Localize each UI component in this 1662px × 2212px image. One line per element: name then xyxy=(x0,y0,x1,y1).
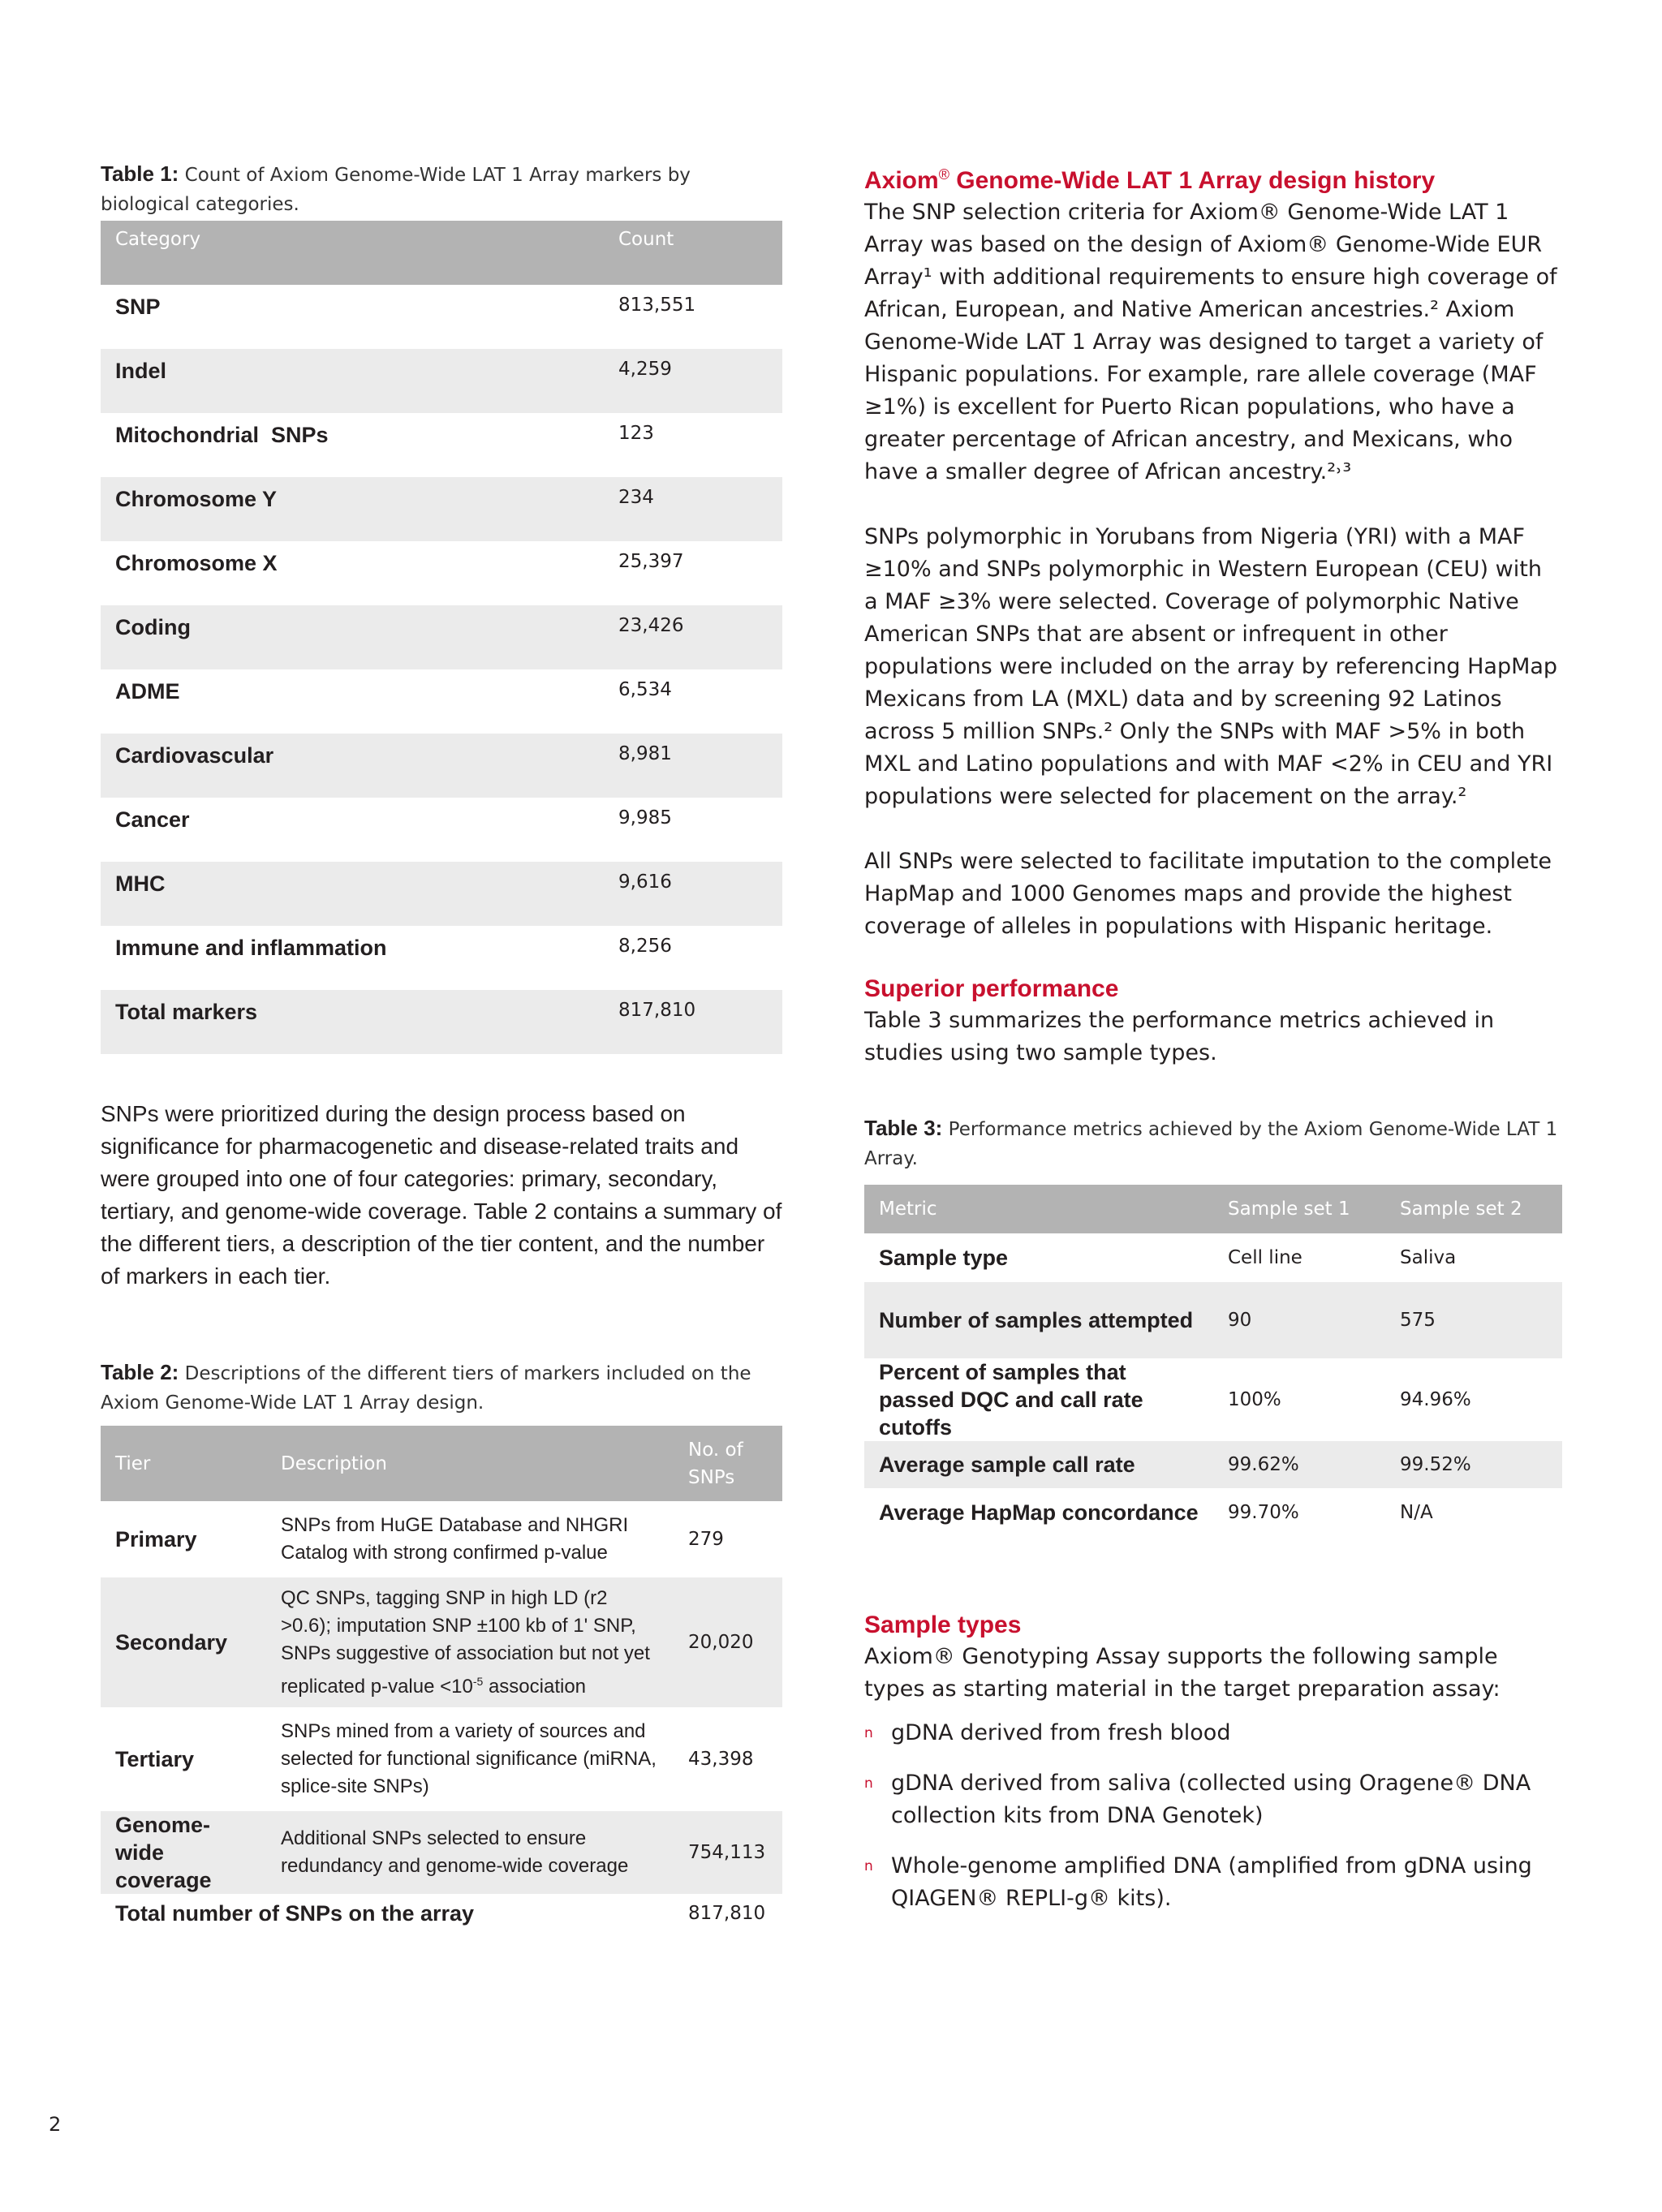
table1-count: 6,534 xyxy=(618,679,672,700)
table3-label: Table 3: xyxy=(864,1116,943,1140)
table3-set2: 99.52% xyxy=(1385,1441,1562,1488)
table2-header-description: Description xyxy=(266,1426,674,1501)
table1-category: Total markers xyxy=(101,990,604,1054)
table1-category: MHC xyxy=(101,862,604,926)
table3-metric: Number of samples attempted xyxy=(864,1282,1213,1358)
table-row xyxy=(101,1501,782,1577)
table2-total-value: 817,810 xyxy=(688,1903,766,1924)
table-row xyxy=(864,1441,1562,1488)
table1-header-category: Category xyxy=(101,221,604,285)
table3-caption xyxy=(864,1113,1562,1173)
sample-types-intro: Axiom® Genotyping Assay supports the following sample types as starting material in the target preparation assay: xyxy=(864,1644,1501,1702)
sample-types-list xyxy=(864,1717,1562,1915)
table1-count: 23,426 xyxy=(604,605,782,669)
list-item-text: gDNA derived from saliva (collected using Oragene® DNA collection kits from DNA Genotek) xyxy=(891,1771,1531,1828)
table2-secondary-desc: QC SNPs, tagging SNP in high LD (r2 >0.6); imputation SNP ±100 kb of 1' SNP, SNPs suggestive of association but not yet replicated p-value <10 xyxy=(281,1586,650,1698)
table1-count: 9,616 xyxy=(604,862,782,926)
table2-count: 279 xyxy=(688,1529,724,1550)
table2-secondary-desc-tail: association xyxy=(483,1675,587,1698)
table3-set1: 99.62% xyxy=(1213,1441,1385,1488)
list-item xyxy=(864,1850,1562,1915)
table-row xyxy=(101,541,782,605)
table1-caption-text: Count of Axiom Genome-Wide LAT 1 Array markers by biological categories. xyxy=(101,165,691,215)
design-history-p2: SNPs polymorphic in Yorubans from Nigeria (YRI) with a MAF ≥10% and SNPs polymorphic in Western European (CEU) with a MAF ≥3% were selected. Coverage of polymorphic Native American SNPs that are absent or infrequent in other populations were included on the array by referencing HapMap Mexicans from LA (MXL) data and by screening 92 Latinos across 5 million SNPs.² Only the SNPs with MAF >5% in both MXL and Latino populations and with MAF <2% in CEU and YRI populations were selected for placement on the array.² xyxy=(864,524,1558,809)
table2-header-tier: Tier xyxy=(101,1426,266,1501)
table3-metric: Percent of samples that passed DQC and call rate cutoffs xyxy=(879,1360,1143,1440)
table2-description: SNPs from HuGE Database and NHGRI Catalog with strong confirmed p-value xyxy=(281,1514,629,1564)
table1-count: 25,397 xyxy=(618,551,684,572)
snps-prioritized-paragraph: SNPs were prioritized during the design process based on significance for pharmacogenetic and disease-related traits and were grouped into one of four categories: primary, secondary, tertiary, and genome-wide coverage. Table 2 contains a summary of the different tiers, a description of the tier content, and the number of markers in each tier. xyxy=(101,1101,782,1289)
table1-category: SNP xyxy=(115,295,161,319)
design-history-p1: The SNP selection criteria for Axiom® Genome-Wide LAT 1 Array was based on the design of Axiom® Genome-Wide EUR Array¹ with additional requirements to ensure high coverage of African, European, and Native American ancestries.² Axiom Genome-Wide LAT 1 Array was designed to target a variety of Hispanic populations. For example, rare allele coverage (MAF ≥1%) is excellent for Puerto Rican populations, who have a greater percentage of African ancestry, and Mexicans, who have a smaller degree of African ancestry.²˒³ xyxy=(864,200,1557,484)
bullet-icon: n xyxy=(864,1725,873,1741)
table3-set1: 100% xyxy=(1228,1389,1281,1410)
table2-header-count: No. of SNPs xyxy=(674,1426,782,1501)
table-row xyxy=(101,798,782,862)
table2-description: Additional SNPs selected to ensure redundancy and genome-wide coverage xyxy=(266,1811,674,1894)
table2-tier: Tertiary xyxy=(115,1747,195,1771)
table2 xyxy=(101,1426,782,1933)
bullet-icon: n xyxy=(864,1775,873,1792)
table3-header xyxy=(864,1185,1562,1233)
table1-category: Chromosome X xyxy=(115,551,278,575)
table3-set2: 575 xyxy=(1385,1282,1562,1358)
table1-caption xyxy=(101,159,782,219)
table1-category: Indel xyxy=(101,349,604,413)
table2-secondary-exponent: -5 xyxy=(472,1674,484,1688)
superior-performance-text: Table 3 summarizes the performance metrics achieved in studies using two sample types. xyxy=(864,1008,1495,1065)
spacer xyxy=(864,943,1562,974)
spacer xyxy=(864,1537,1562,1610)
table1-count: 817,810 xyxy=(604,990,782,1054)
table2-label: Table 2: xyxy=(101,1360,179,1384)
table-row xyxy=(101,990,782,1054)
table2-tier: Primary xyxy=(115,1527,197,1551)
left-column xyxy=(101,159,782,1933)
table3-set2: 94.96% xyxy=(1400,1389,1471,1410)
spacer xyxy=(864,813,1562,846)
table1-count: 813,551 xyxy=(618,295,696,316)
table3-header-set2: Sample set 2 xyxy=(1385,1185,1562,1233)
table1-category: Cardiovascular xyxy=(101,734,604,798)
table2-description: SNPs mined from a variety of sources and selected for functional significance (miRNA, splice-site SNPs) xyxy=(281,1720,657,1797)
table1-category: Immune and inflammation xyxy=(115,936,387,960)
table3-header-metric: Metric xyxy=(864,1185,1213,1233)
table-row xyxy=(101,413,782,477)
table-row xyxy=(864,1358,1562,1441)
table1-category: Coding xyxy=(101,605,604,669)
table2-count: 754,113 xyxy=(674,1811,782,1894)
table-row xyxy=(101,862,782,926)
list-item-text: Whole-genome amplified DNA (amplified from gDNA using QIAGEN® REPLI-g® kits). xyxy=(891,1853,1532,1911)
right-column xyxy=(864,159,1562,1933)
table-row xyxy=(101,669,782,734)
table-row xyxy=(101,1811,782,1894)
list-item xyxy=(864,1767,1562,1832)
table-row xyxy=(101,926,782,990)
design-history-heading-brand: Axiom xyxy=(864,167,939,194)
superior-performance-heading: Superior performance xyxy=(864,975,1119,1002)
table2-header xyxy=(101,1426,782,1501)
list-item xyxy=(864,1717,1562,1749)
table1-header-count: Count xyxy=(604,221,782,285)
table1-header xyxy=(101,221,782,285)
table3-metric: Average sample call rate xyxy=(864,1441,1213,1488)
table2-total-label: Total number of SNPs on the array xyxy=(115,1901,475,1926)
table2-tier: Genome-wide coverage xyxy=(101,1811,266,1894)
table1-count: 123 xyxy=(618,423,654,444)
table-row xyxy=(864,1282,1562,1358)
design-history-heading-rest: Genome-Wide LAT 1 Array design history xyxy=(949,167,1436,194)
design-history-p3: All SNPs were selected to facilitate imputation to the complete HapMap and 1000 Genomes maps and provide the highest coverage of alleles in populations with Hispanic heritage. xyxy=(864,849,1552,939)
table2-description xyxy=(266,1577,674,1707)
design-history-heading xyxy=(864,159,1562,196)
registered-mark: ® xyxy=(938,166,949,183)
table3-set2: Saliva xyxy=(1400,1247,1457,1268)
table2-tier: Secondary xyxy=(101,1577,266,1707)
table-row xyxy=(101,285,782,349)
table-row xyxy=(101,477,782,541)
bullet-icon: n xyxy=(864,1858,873,1874)
table-row xyxy=(101,1577,782,1707)
table3-header-set1: Sample set 1 xyxy=(1213,1185,1385,1233)
table1-label: Table 1: xyxy=(101,161,179,186)
page-number: 2 xyxy=(49,2113,62,2136)
table3 xyxy=(864,1185,1562,1537)
table1-count: 9,985 xyxy=(618,807,672,828)
table3-metric: Sample type xyxy=(879,1246,1009,1270)
table1 xyxy=(101,221,782,1054)
table-row xyxy=(101,1707,782,1811)
table1-category: ADME xyxy=(115,679,180,704)
table2-count: 20,020 xyxy=(674,1577,782,1707)
table1-count: 8,981 xyxy=(604,734,782,798)
table1-count: 234 xyxy=(604,477,782,541)
table-row xyxy=(864,1233,1562,1282)
sample-types-heading: Sample types xyxy=(864,1612,1022,1638)
table3-metric: Average HapMap concordance xyxy=(879,1500,1199,1525)
table-row xyxy=(101,734,782,798)
table-row xyxy=(101,1894,782,1933)
table3-set2: N/A xyxy=(1400,1502,1433,1523)
table3-caption-text: Performance metrics achieved by the Axiom Genome-Wide LAT 1 Array. xyxy=(864,1119,1558,1169)
table1-category: Mitochondrial SNPs xyxy=(115,423,329,447)
table2-caption-text: Descriptions of the different tiers of markers included on the Axiom Genome-Wide LAT 1 Array design. xyxy=(101,1363,751,1414)
table1-count: 4,259 xyxy=(604,349,782,413)
table3-set1: 99.70% xyxy=(1228,1502,1299,1523)
table-row xyxy=(864,1488,1562,1537)
list-item-text: gDNA derived from fresh blood xyxy=(891,1720,1231,1745)
table2-count: 43,398 xyxy=(688,1749,754,1770)
table3-set1: Cell line xyxy=(1228,1247,1302,1268)
table2-caption xyxy=(101,1358,782,1418)
table1-category: Cancer xyxy=(115,807,190,832)
table1-count: 8,256 xyxy=(618,936,672,957)
table1-category: Chromosome Y xyxy=(101,477,604,541)
table3-set1: 90 xyxy=(1213,1282,1385,1358)
spacer xyxy=(864,488,1562,521)
table-row xyxy=(101,605,782,669)
table-row xyxy=(101,349,782,413)
